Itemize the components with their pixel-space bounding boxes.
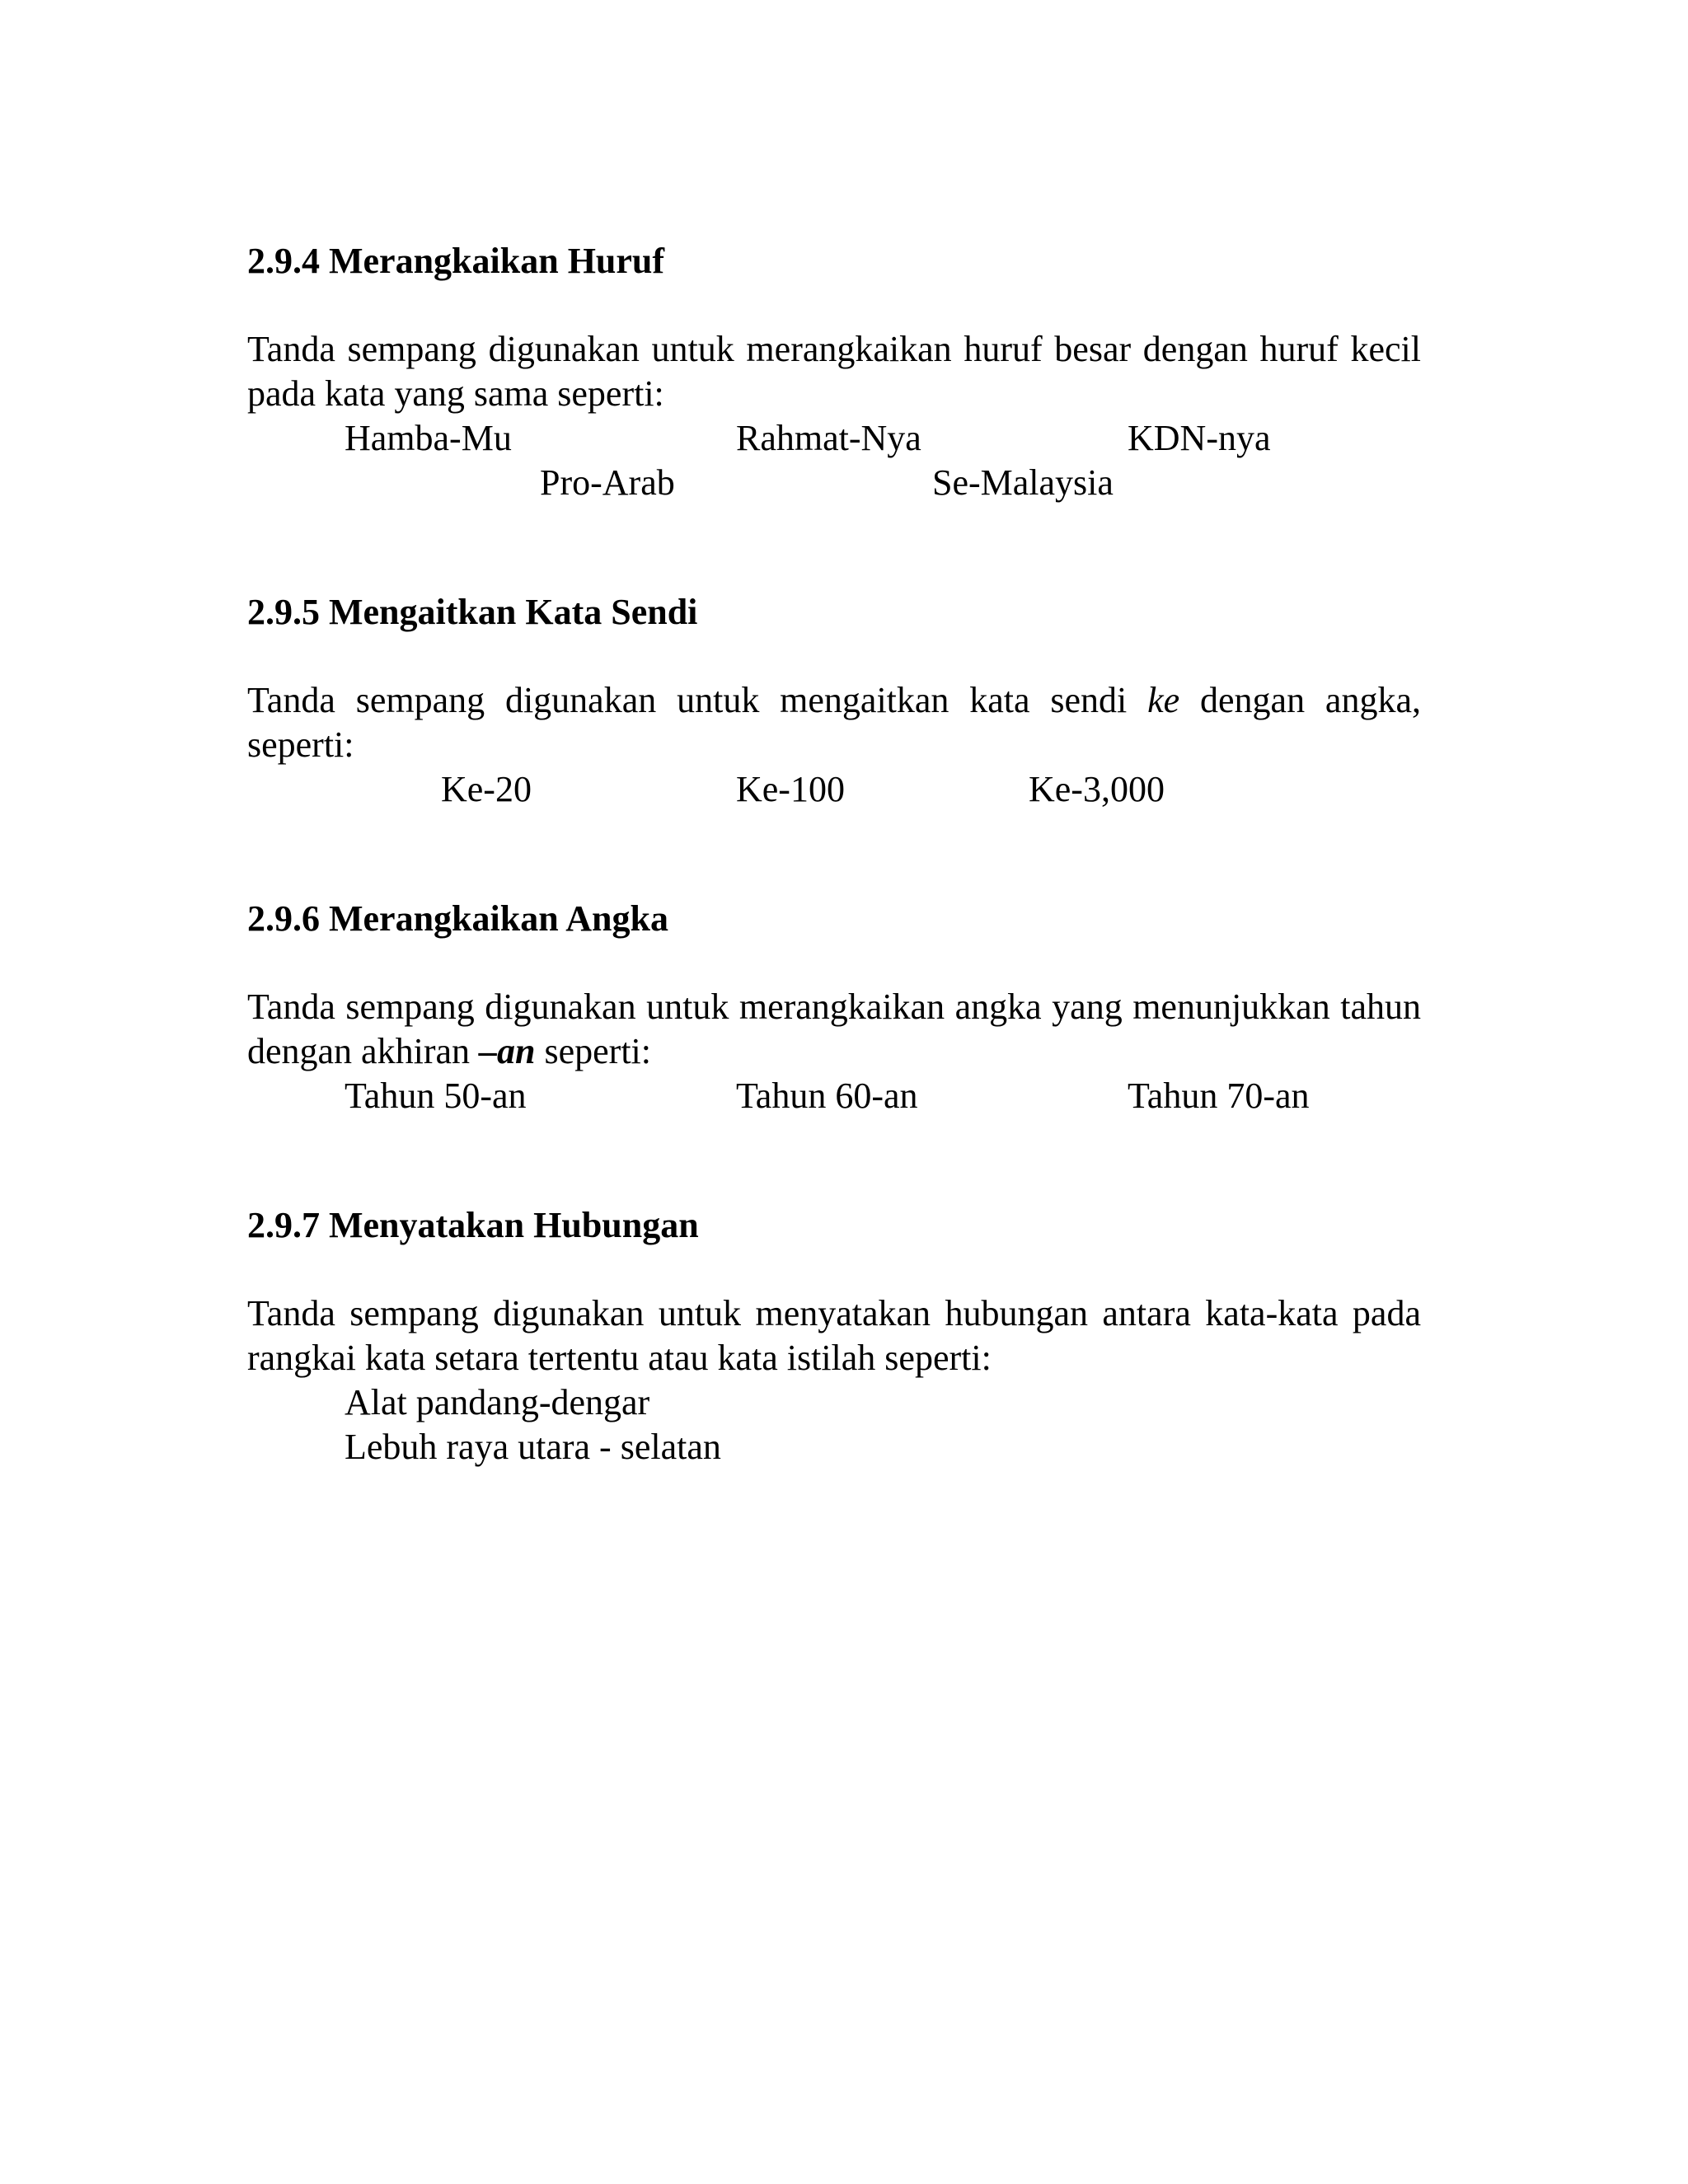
- section-heading-2-9-4: 2.9.4 Merangkaikan Huruf: [247, 241, 665, 281]
- section-body-2-9-7: Tanda sempang digunakan untuk menyatakan hubungan antara kata-kata pada rangkai kata setara tertentu atau kata istilah seperti:: [247, 1293, 1421, 1378]
- example-kdn-nya: KDN-nya: [1128, 418, 1271, 458]
- section-body-2-9-6: [247, 985, 1421, 1074]
- example-rahmat-nya: Rahmat-Nya: [736, 418, 921, 458]
- example-tahun-70-an: Tahun 70-an: [1128, 1076, 1310, 1116]
- example-se-malaysia: Se-Malaysia: [932, 462, 1114, 503]
- body-text-part: Tanda sempang digunakan untuk mengaitkan kata sendi: [247, 680, 1148, 720]
- example-ke-20: Ke-20: [441, 769, 532, 809]
- body-text-part: Tanda sempang digunakan untuk merangkaikan angka yang menunjukkan tahun dengan akhiran: [247, 987, 1421, 1071]
- example-lebuh-raya-utara-selatan: Lebuh raya utara - selatan: [345, 1427, 721, 1467]
- section-heading-2-9-7: 2.9.7 Menyatakan Hubungan: [247, 1205, 699, 1245]
- example-hamba-mu: Hamba-Mu: [345, 418, 512, 458]
- example-alat-pandang-dengar: Alat pandang-dengar: [345, 1382, 650, 1422]
- example-pro-arab: Pro-Arab: [540, 462, 675, 503]
- section-heading-2-9-5: 2.9.5 Mengaitkan Kata Sendi: [247, 592, 698, 632]
- example-ke-100: Ke-100: [736, 769, 845, 809]
- section-body-2-9-4: Tanda sempang digunakan untuk merangkaikan huruf besar dengan huruf kecil pada kata yang sama seperti:: [247, 329, 1421, 414]
- example-tahun-50-an: Tahun 50-an: [345, 1076, 527, 1116]
- body-text-part: dengan angka, seperti:: [247, 680, 1421, 765]
- section-heading-2-9-6: 2.9.6 Merangkaikan Angka: [247, 898, 668, 939]
- example-tahun-60-an: Tahun 60-an: [736, 1076, 918, 1116]
- italic-term-ke: ke: [1147, 680, 1180, 720]
- bold-italic-suffix-an: –an: [479, 1031, 536, 1071]
- body-text-part: seperti:: [535, 1031, 651, 1071]
- section-body-2-9-5: [247, 678, 1421, 767]
- example-ke-3000: Ke-3,000: [1029, 769, 1165, 809]
